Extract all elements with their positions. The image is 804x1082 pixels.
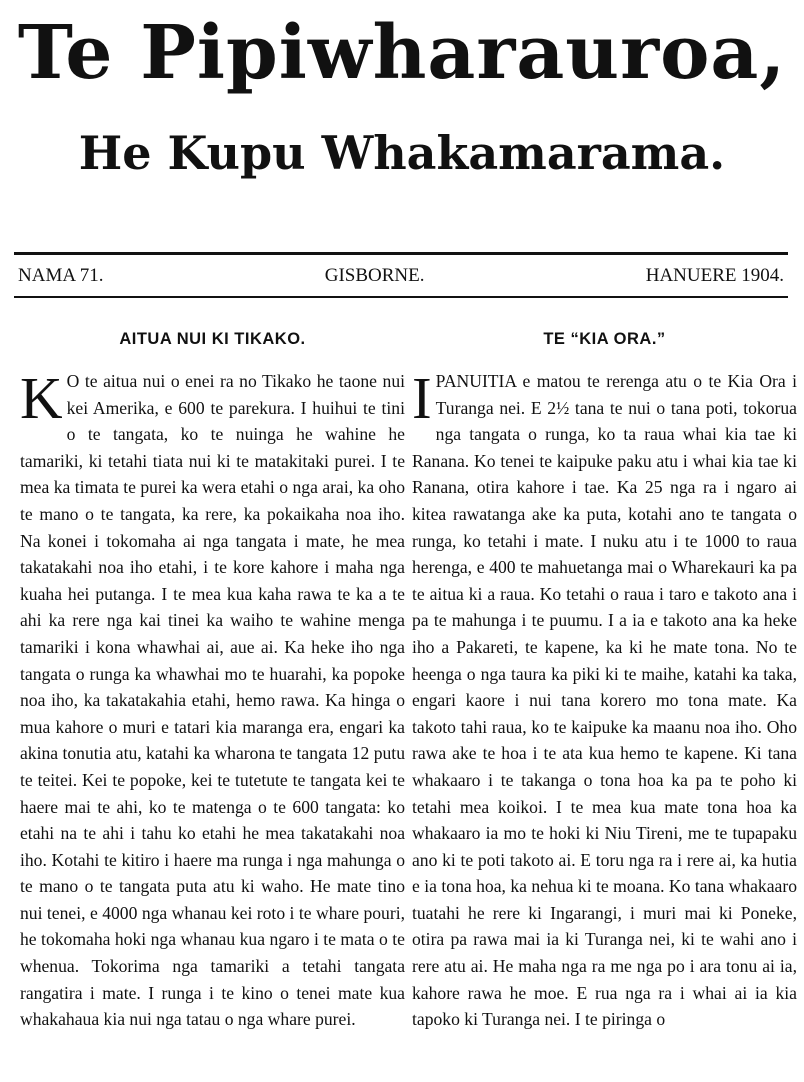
top-rule [14, 252, 788, 255]
article-right-column [412, 330, 797, 1033]
bottom-rule [14, 296, 788, 298]
issue-date: HANUERE 1904. [645, 265, 784, 286]
article-text: PANUITIA e matou te rerenga atu o te Kia Ora i Turanga nei. E 2½ tana te nui o tana poti, tokorua nga tangata o runga, ko ta raua whai kia tae ki Ranana. Ko tenei te kaipuke paku atu i whai kia tae ki Ranana, otira kahore i tae. Ka 25 nga ra i ngaro ai kitea rawatanga ake ka puta, kotahi ano te tangata o runga, ko tetahi i mate. I nuku atu i te 1000 to raua herenga, e 400 te mahuetanga mai o Wharekauri ka pa te aitua ki a raua. Ko tetahi o raua i taro e takoto ana i pa te mahunga i te puumu. I a ia e takoto ana ka heke iho a Pakareti, te kapene, ka ki he mate tona. No te heenga o nga taura ka piki ki te maihe, katahi ka taka, engari kaore i nui tana korero mo tona mate. Ka takoto tahi raua, ko te kaipuke ka maanu noa iho. Oho rawa ake te hoa i te ata kua hemo te kapene. Ki tana whakaaro i te takanga o tona hoa ka pa te poho ki tetahi mea koikoi. I te mea kua mate tona hoa ka whakaaro ia mo te hoki ki Niu Tireni, me te tupapaku ano ki te poti takoto ai. E toru nga ra i rere ai, ka hutia e ia tona hoa, ka nehua ki te moana. Ko tana whakaaro tuatahi he rere ki Ingarangi, i muri mai ki Poneke, otira pa rawa mai ia ki Turanga nei, ki te wahi ano i rere atu ai. He maha nga ra me nga po i ara tonu ai ia, kahore rawa he moe. E rua nga ra i whai ai ia kia tapoko ki Turanga nei. I te piringa o [412, 371, 797, 1030]
article-body [20, 365, 405, 1033]
dateline [18, 265, 784, 291]
article-left-column [20, 330, 405, 1033]
drop-cap: I [412, 365, 432, 431]
article-heading: TE “KIA ORA.” [543, 330, 666, 348]
article-body [412, 365, 797, 1033]
article-text: O te aitua nui o enei ra no Tikako he taone nui kei Amerika, e 600 te parekura. I huihui te tini o te tangata, ko te nuinga he wahine he tamariki, ki tetahi tiata nui ki te matakitaki purei. I te mea ka timata te purei ka wera etahi o nga arai, ka oho te mano o te tangata, ka rere, ka pokaikaha noa iho. Na konei i tokomaha ai nga tangata i mate, he mea takatakahi noa iho etahi, i te kore kahore i maha nga kuaha hei putanga. I te mea kua kaha rawa te ka a te ahi ka rere nga kai tinei ka waiho te wahine menga tamariki i kona whawhai ai, aue ai. Ka heke iho nga tangata o runga ka whawhai mo te huarahi, ka popoke noa iho, ka takatakahia etahi, hemo rawa. Ka hinga o mua kahore o muri e tatari kia maranga era, engari ka akina tonutia atu, katahi ka wharona te tangata 12 putu te teitei. Kei te popoke, kei te tutetute te tangata kei te haere mai te ahi, ko te matenga o te 600 tangata: ko etahi na te ahi i tahu ko etahi he mea takatakahi noa iho. Kotahi te kitiro i haere ma runga i nga mahunga o te mano o te tangata puta atu ki waho. He mate tino nui tenei, e 4000 nga whanau kei roto i te whare pouri, he tokomaha hoki nga whanau kua ngaro i te mata o te whenua. Tokorima nga tamariki a tetahi tangata rangatira i mate. I runga i te kino o tenei mate kua whakahaua kia nui nga tatau o nga whare purei. [20, 371, 405, 1030]
article-heading: AITUA NUI KI TIKAKO. [119, 330, 306, 348]
newspaper-subtitle: He Kupu Whakamarama. [78, 126, 726, 180]
drop-cap: K [20, 365, 63, 431]
newspaper-title: Te Pipiwharauroa, [17, 10, 787, 96]
issue-number: NAMA 71. [18, 265, 104, 286]
place-name: GISBORNE. [324, 265, 425, 286]
masthead [0, 0, 804, 180]
